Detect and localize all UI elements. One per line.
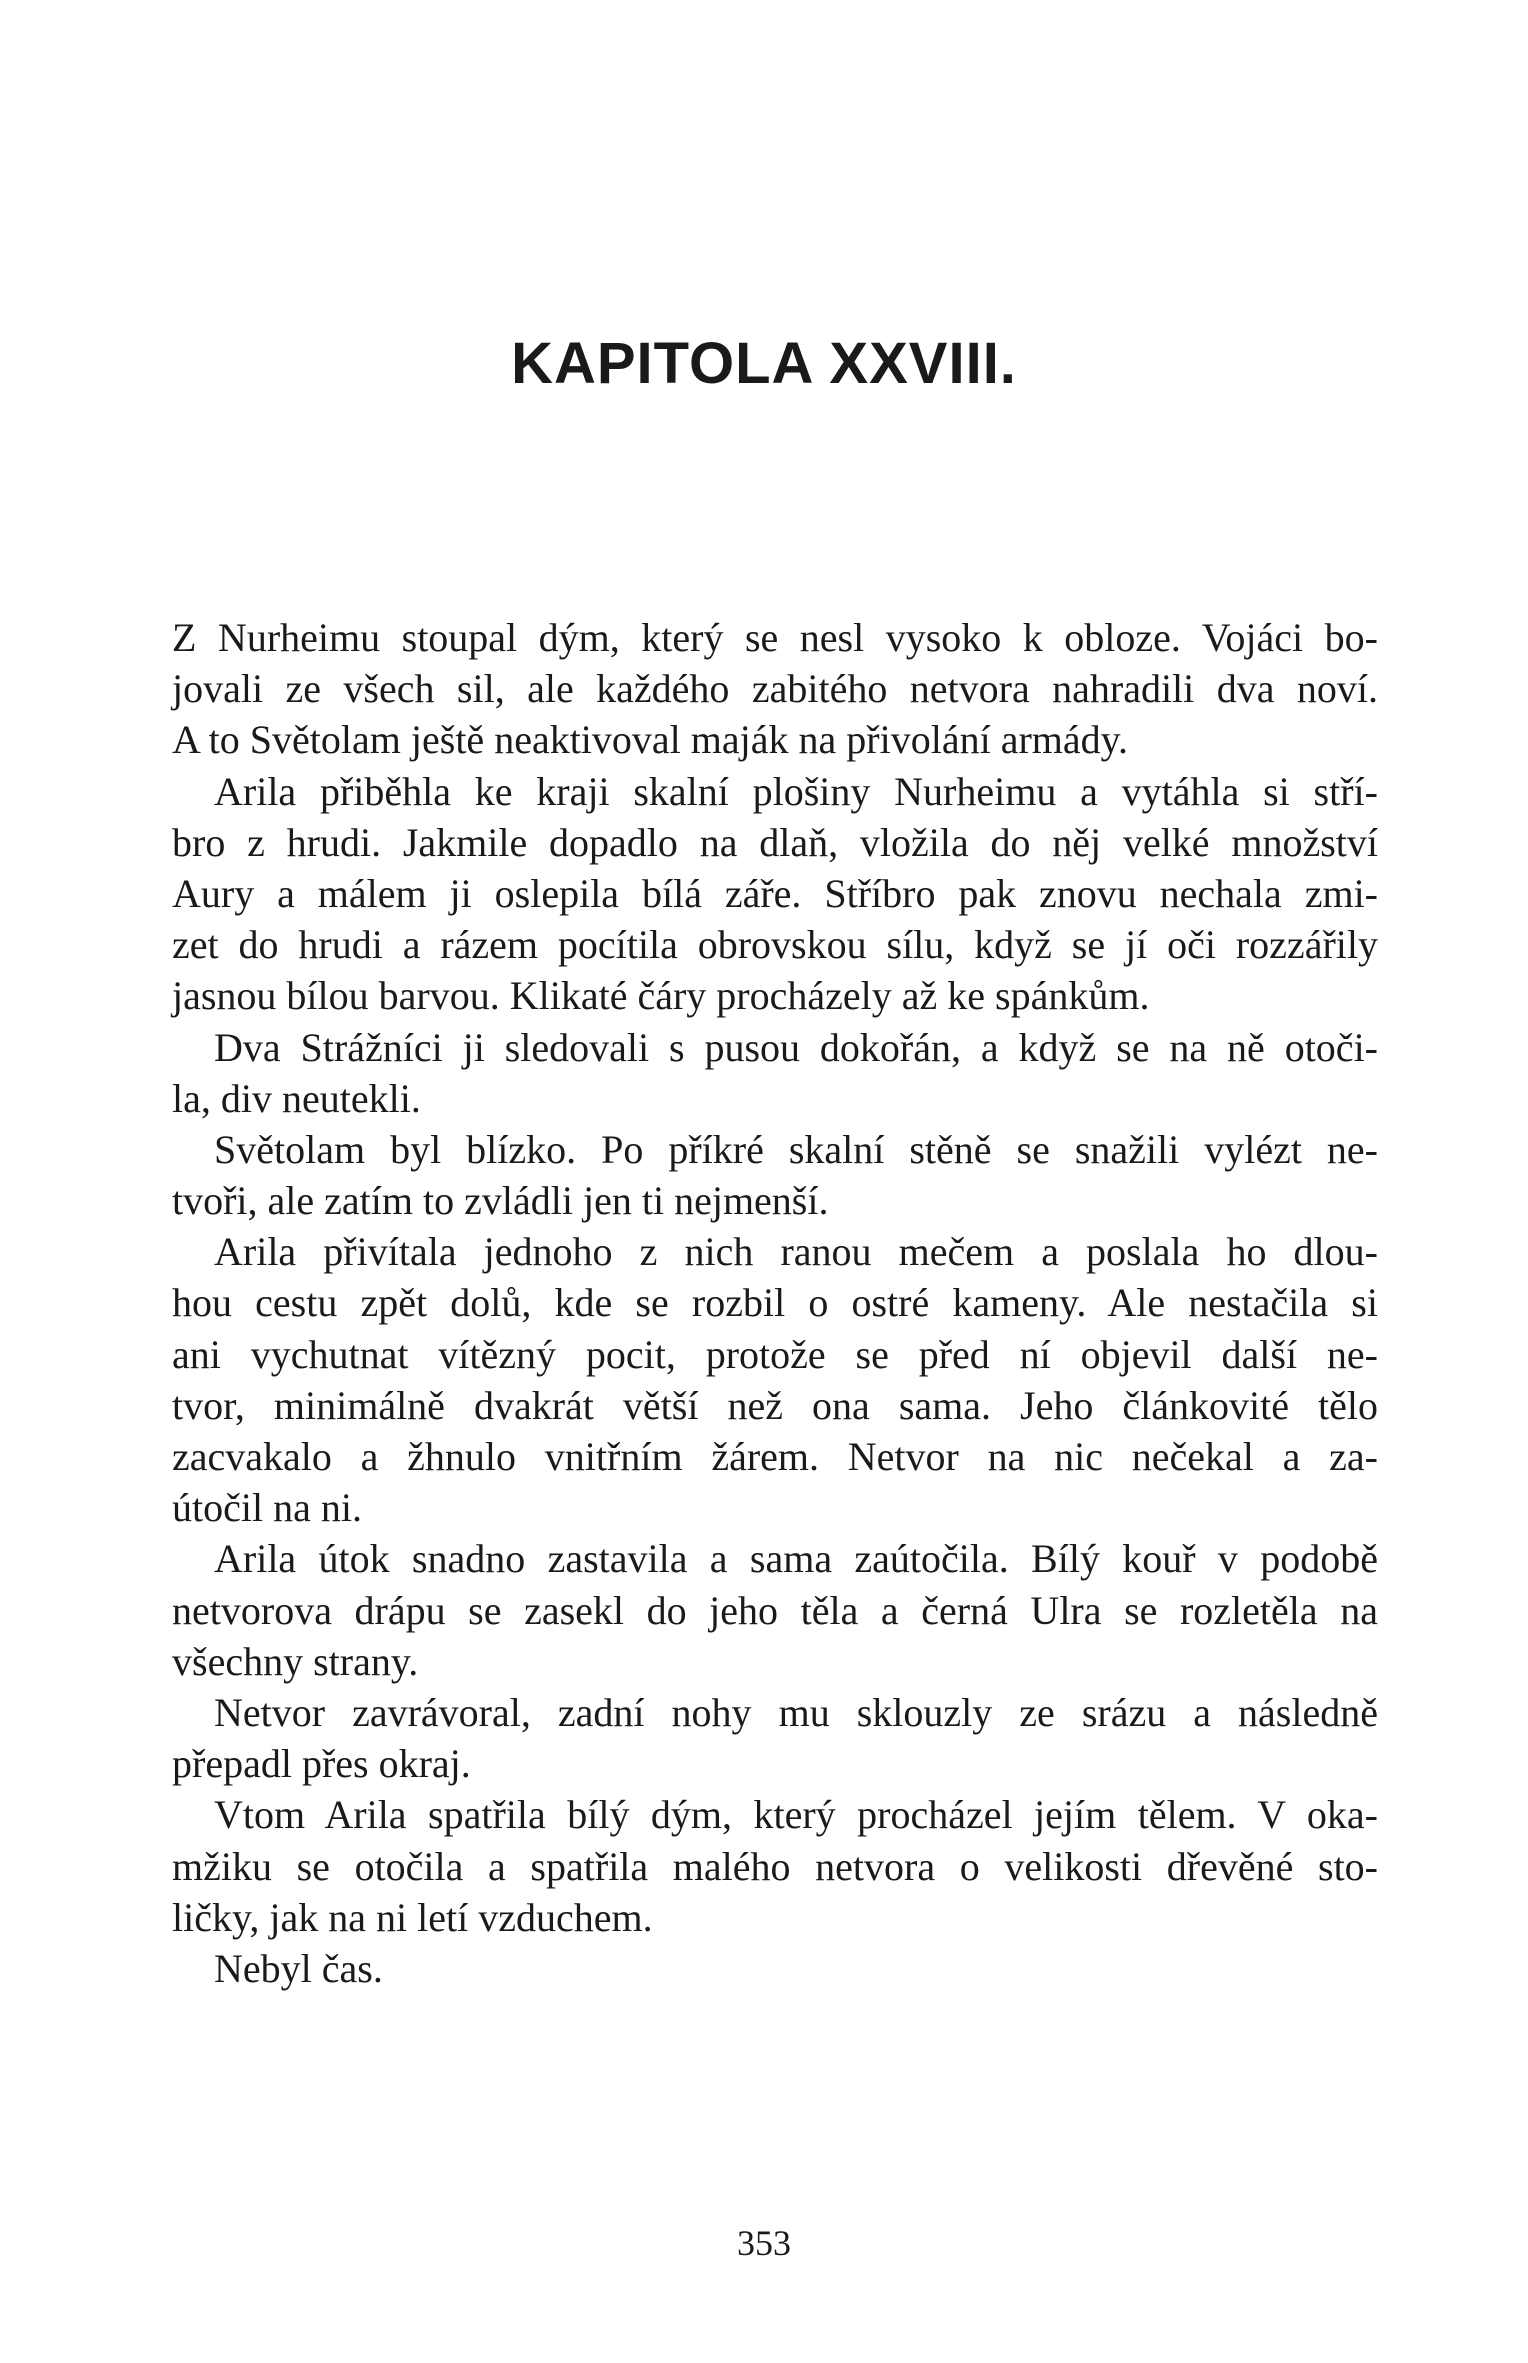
text-line: Arila útok snadno zastavila a sama zaútočila. Bílý kouř v podobě: [214, 1536, 1378, 1582]
chapter-title: KAPITOLA XXVIII.: [511, 331, 1017, 396]
text-line: ani vychutnat vítězný pocit, protože se před ní objevil další ne-: [172, 1331, 1378, 1377]
text-line: Světolam byl blízko. Po příkré skalní stěně se snažili vylézt ne-: [214, 1126, 1378, 1172]
text-line: jasnou bílou barvou. Klikaté čáry procházely až ke spánkům.: [172, 973, 1150, 1019]
text-line: mžiku se otočila a spatřila malého netvora o velikosti dřevěné sto-: [172, 1843, 1378, 1889]
text-line: A to Světolam ještě neaktivoval maják na přivolání armády.: [172, 717, 1129, 763]
text-line: Arila přiběhla ke kraji skalní plošiny Nurheimu a vytáhla si stří-: [214, 768, 1378, 814]
text-line: tvor, minimálně dvakrát větší než ona sama. Jeho článkovité tělo: [172, 1382, 1378, 1428]
text-line: jovali ze všech sil, ale každého zabitého netvora nahradili dva noví.: [172, 666, 1378, 712]
text-line: Aury a málem ji oslepila bílá záře. Stříbro pak znovu nechala zmi-: [172, 870, 1378, 916]
text-line: přepadl přes okraj.: [172, 1741, 471, 1787]
text-line: útočil na ni.: [172, 1485, 362, 1531]
text-line: tvoři, ale zatím to zvládli jen ti nejmenší.: [172, 1178, 829, 1224]
body-text: [172, 612, 1378, 1994]
text-line: Netvor zavrávoral, zadní nohy mu sklouzly ze srázu a následně: [214, 1689, 1378, 1735]
text-line: všechny strany.: [172, 1638, 419, 1684]
text-line: bro z hrudi. Jakmile dopadlo na dlaň, vložila do něj velké množství: [172, 819, 1378, 865]
text-line: hou cestu zpět dolů, kde se rozbil o ostré kameny. Ale nestačila si: [172, 1280, 1378, 1326]
text-line: la, div neutekli.: [172, 1075, 421, 1121]
text-line: zet do hrudi a rázem pocítila obrovskou sílu, když se jí oči rozzářily: [172, 922, 1378, 968]
text-line: Arila přivítala jednoho z nich ranou mečem a poslala ho dlou-: [214, 1229, 1378, 1275]
text-line: ličky, jak na ni letí vzduchem.: [172, 1894, 653, 1940]
text-line: Nebyl čas.: [214, 1945, 383, 1991]
text-line: Vtom Arila spatřila bílý dým, který procházel jejím tělem. V oka-: [214, 1792, 1378, 1838]
text-line: zacvakalo a žhnulo vnitřním žárem. Netvor na nic nečekal a za-: [172, 1434, 1378, 1479]
text-line: netvorova drápu se zasekl do jeho těla a černá Ulra se rozletěla na: [172, 1587, 1378, 1633]
text-line: Z Nurheimu stoupal dým, který se nesl vysoko k obloze. Vojáci bo-: [172, 615, 1378, 660]
text-line: Dva Strážníci ji sledovali s pusou dokořán, a když se na ně otoči-: [214, 1024, 1378, 1070]
page-number: 353: [737, 2223, 791, 2263]
